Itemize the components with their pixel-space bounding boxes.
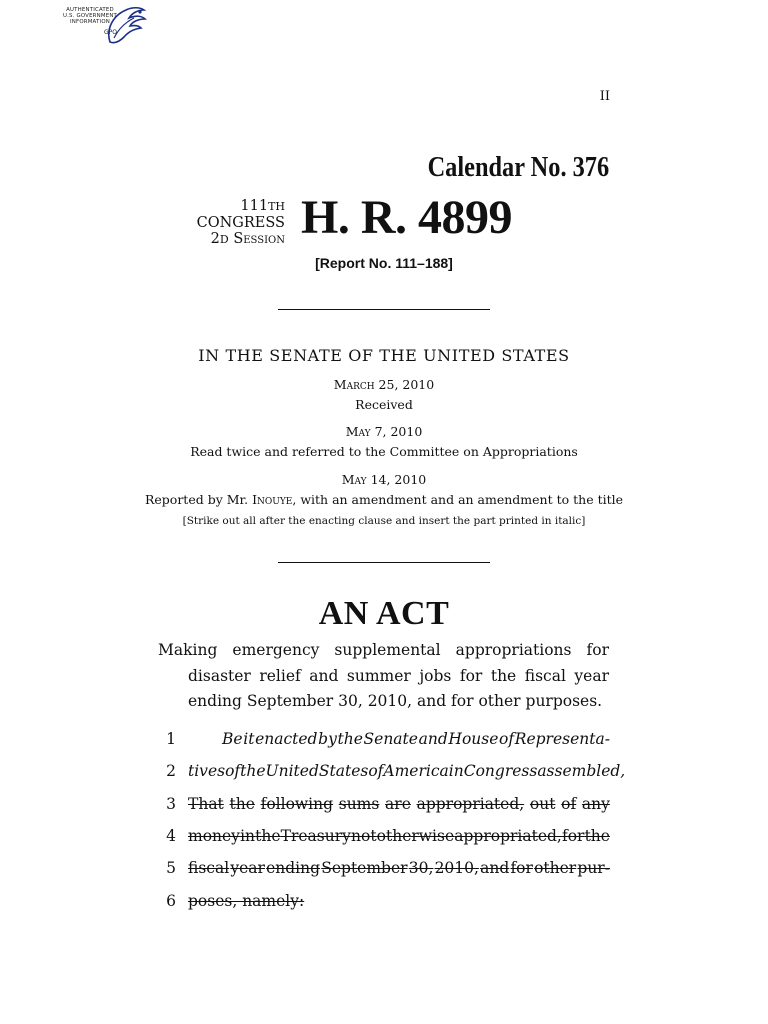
congress-suffix: TH xyxy=(268,200,285,213)
bill-line-2-word: of xyxy=(225,762,241,780)
act-heading: AN ACT xyxy=(318,595,450,632)
bill-line-6: poses, namely: xyxy=(188,892,305,910)
congress-line xyxy=(158,198,285,231)
line-number-1: 1 xyxy=(166,730,176,748)
roman-numeral: II xyxy=(599,89,610,104)
action-text-2: Read twice and referred to the Committee on Appropriations xyxy=(190,444,578,459)
bill-line-1-word: Representa- xyxy=(514,730,610,748)
bill-line-5-word: and xyxy=(480,859,510,877)
divider-top xyxy=(278,309,490,310)
bill-line-5-word: year xyxy=(230,859,265,877)
calendar-number: Calendar No. 376 xyxy=(427,151,609,183)
reported-by-prefix: Reported by Mr. xyxy=(144,492,253,507)
bill-line-5-word: pur- xyxy=(577,859,610,877)
congress-number: 111 xyxy=(240,198,269,214)
bill-line-2-word: Congress xyxy=(463,762,538,780)
bill-line-2-word: of xyxy=(368,762,384,780)
action-text-3 xyxy=(0,492,768,507)
bill-line-2-word: assembled, xyxy=(537,762,626,780)
bill-line-5-word: ending xyxy=(266,859,321,877)
bill-line-1-word: and xyxy=(418,730,448,748)
bill-line-2 xyxy=(188,762,626,780)
session-label: Session xyxy=(228,231,285,247)
bill-line-3 xyxy=(188,795,610,813)
gpo-authentication-seal xyxy=(58,4,150,46)
divider-bottom xyxy=(278,562,490,563)
line-number-5: 5 xyxy=(166,859,176,877)
action-text-1: Received xyxy=(355,397,413,412)
congress-label: CONGRESS xyxy=(196,215,285,231)
line-number-4: 4 xyxy=(166,827,176,845)
bill-line-1-word: by xyxy=(318,730,337,748)
bill-line-4-word: the xyxy=(584,827,610,845)
seal-line-1: AUTHENTICATED xyxy=(66,7,114,13)
action-date-1: March 25, 2010 xyxy=(333,377,435,392)
bill-line-5-word: for xyxy=(510,859,533,877)
bill-line-2-word: America xyxy=(383,762,449,780)
session-suffix: D xyxy=(219,233,229,246)
bill-line-3-word: the xyxy=(229,795,255,813)
session-number: 2 xyxy=(210,231,220,247)
action-date-2: May 7, 2010 xyxy=(345,424,423,439)
bill-line-4-word: Treasury xyxy=(280,827,351,845)
bill-line-5-word: 30, xyxy=(408,859,434,877)
bill-line-5-word: other xyxy=(534,859,577,877)
bill-line-3-word: are xyxy=(385,795,411,813)
bill-line-4-word: otherwise xyxy=(376,827,455,845)
bill-line-4-word: for xyxy=(561,827,585,845)
bill-line-3-word: sums xyxy=(338,795,380,813)
congress-session-block xyxy=(158,198,285,248)
bill-line-5-word: fiscal xyxy=(188,859,230,877)
bill-line-5-word: September xyxy=(321,859,408,877)
bill-line-4-word: not xyxy=(351,827,377,845)
bill-line-2-word: the xyxy=(240,762,266,780)
bill-line-2-word: in xyxy=(448,762,464,780)
action-date-3: May 14, 2010 xyxy=(341,472,427,487)
bill-line-1-word: of xyxy=(499,730,515,748)
bill-line-1-word: House xyxy=(448,730,499,748)
seal-gpo-label: GPO xyxy=(104,29,117,36)
bill-line-2-word: United xyxy=(265,762,319,780)
bill-line-4 xyxy=(188,827,610,845)
bill-line-3-word: out xyxy=(529,795,556,813)
line-number-6: 6 xyxy=(166,892,176,910)
bill-line-3-word: following xyxy=(260,795,334,813)
senate-heading: IN THE SENATE OF THE UNITED STATES xyxy=(198,346,570,365)
bill-line-2-word: States xyxy=(318,762,369,780)
bill-line-3-word: appropriated, xyxy=(416,795,525,813)
bill-line-3-word: of xyxy=(561,795,577,813)
bill-line-1-word: Senate xyxy=(363,730,418,748)
strike-note: [Strike out all after the enacting clause and insert the part printed in italic] xyxy=(182,515,586,527)
bill-line-4-word: in xyxy=(240,827,256,845)
bill-line-3-word: That xyxy=(188,795,224,813)
bill-line-1-word: enacted xyxy=(255,730,318,748)
senator-name: Inouye xyxy=(252,492,293,507)
eagle-icon xyxy=(102,4,148,46)
session-line xyxy=(158,231,285,248)
report-number: [Report No. 111–188] xyxy=(315,255,453,271)
bill-line-4-word: appropriated, xyxy=(454,827,562,845)
line-number-2: 2 xyxy=(166,762,176,780)
bill-line-4-word: money xyxy=(188,827,240,845)
act-purpose: Making emergency supplemental appropriations for disaster relief and summer jobs for the fiscal year ending September 30, 2010, and for other purposes. xyxy=(158,641,609,710)
bill-line-1-word: the xyxy=(337,730,363,748)
bill-line-2-word: tives xyxy=(188,762,226,780)
bill-line-1-word: it xyxy=(243,730,255,748)
bill-line-5-word: 2010, xyxy=(434,859,479,877)
bill-line-1-word: Be xyxy=(222,730,243,748)
bill-line-5 xyxy=(188,859,610,877)
reported-by-suffix: , with an amendment and an amendment to the title xyxy=(292,492,624,507)
bill-title: H. R. 4899 xyxy=(301,191,512,244)
seal-line-2: U.S. GOVERNMENT xyxy=(62,13,118,20)
seal-line-3: INFORMATION xyxy=(70,19,110,26)
bill-line-1 xyxy=(222,730,610,748)
bill-line-4-word: the xyxy=(255,827,281,845)
line-number-3: 3 xyxy=(166,795,176,813)
bill-line-3-word: any xyxy=(581,795,610,813)
